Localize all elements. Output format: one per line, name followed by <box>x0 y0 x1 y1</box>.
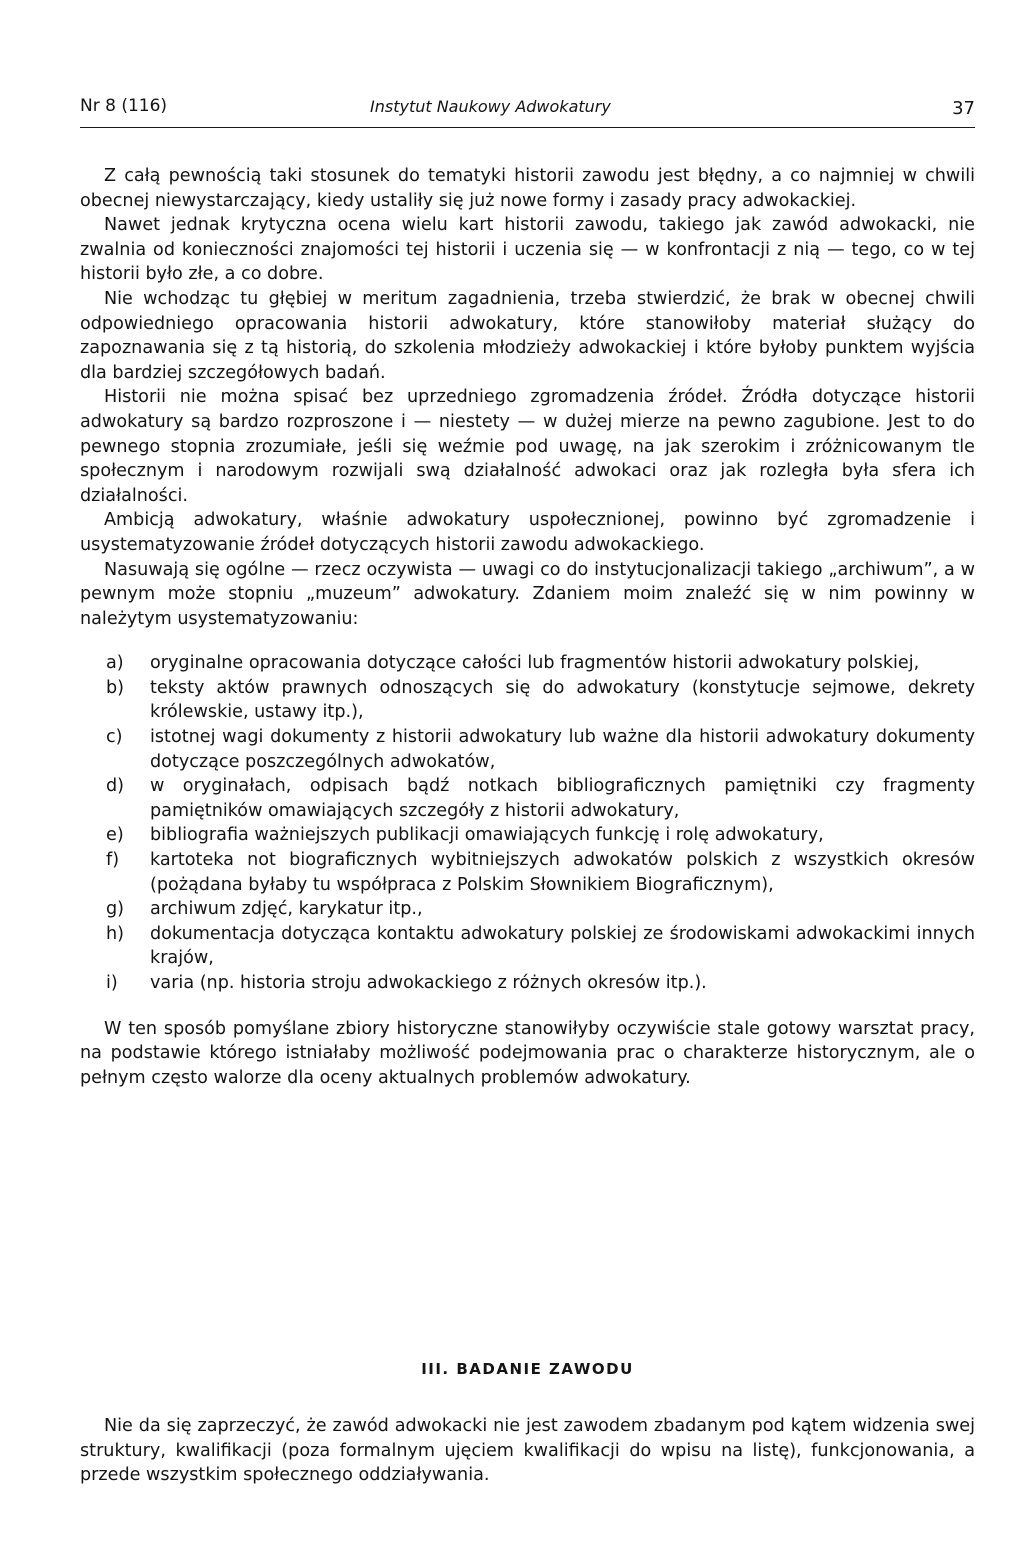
list-item <box>106 676 975 725</box>
list-marker: e) <box>106 825 124 846</box>
header-rule <box>80 127 975 128</box>
list-item <box>106 971 975 996</box>
section-text <box>80 1414 975 1488</box>
list-item-text: istotnej wagi dokumenty z historii adwokatury lub ważne dla historii adwokatury dokumenty dotyczące poszczególnych adwokatów, <box>150 727 975 772</box>
paragraph: Nie wchodząc tu głębiej w meritum zagadnienia, trzeba stwierdzić, że brak w obecnej chwili odpowiedniego opracowania historii adwokatury, które stanowiłoby materiał służący do zapoznawania się z tą historią, do szkolenia młodzieży adwokackiej i które byłoby punktem wyjścia dla bardziej szczegółowych badań. <box>80 288 975 383</box>
list-item <box>106 922 975 971</box>
list-item <box>106 823 975 848</box>
paragraph: Historii nie można spisać bez uprzedniego zgromadzenia źródeł. Źródła dotyczące historii adwokatury są bardzo rozproszone i — niestety — w dużej mierze na pewno zagubione. Jest to do pewnego stopnia zrozumiałe, jeśli się weźmie pod uwagę, na jak szerokim i zróżnicowanym tle społecznym i narodowym rozwijali swą działalność adwokaci oraz jak rozległa była sfera ich działalności. <box>80 387 975 506</box>
list-item-text: varia (np. historia stroju adwokackiego z różnych okresów itp.). <box>150 973 707 993</box>
list-marker: a) <box>106 653 124 674</box>
list-marker: d) <box>106 776 125 797</box>
closing-paragraph: W ten sposób pomyślane zbiory historyczne stanowiłyby oczywiście stale gotowy warsztat pracy, na podstawie którego istniałaby możliwość podejmowania prac o charakterze historycznym, ale o pełnym często walorze dla oceny aktualnych problemów adwokatury. <box>80 1018 975 1088</box>
list-marker: h) <box>106 923 125 944</box>
running-header <box>80 96 975 120</box>
list-item-text: teksty aktów prawnych odnoszących się do adwokatury (konstytucje sejmowe, dekrety królewskie, ustawy itp.), <box>150 677 975 723</box>
paragraph: Nasuwają się ogólne — rzecz oczywista — uwagi co do instytucjonalizacji takiego „archiwum”, a w pewnym może stopniu „muzeum” adwokatury. Zdaniem moim znaleźć się w nim powinny w należytym usystematyzowaniu: <box>80 559 975 629</box>
list-item <box>106 725 975 774</box>
running-title: Instytut Naukowy Adwokatury <box>370 97 611 116</box>
list-item <box>106 897 975 922</box>
paragraph: Nie da się zaprzeczyć, że zawód adwokacki nie jest zawodem zbadanym pod kątem widzenia swej struktury, kwalifikacji (poza formalnym ujęciem kwalifikacji do wpisu na listę), funkcjonowania, a przede wszystkim społecznego oddziaływania. <box>80 1416 975 1486</box>
list-marker: b) <box>106 677 125 698</box>
list-marker: i) <box>106 973 118 993</box>
section-heading: III. BADANIE ZAWODU <box>421 1360 634 1378</box>
list-item <box>106 651 975 676</box>
list-marker: f) <box>106 850 120 871</box>
list-marker: g) <box>106 899 125 920</box>
paragraph: Ambicją adwokatury, właśnie adwokatury uspołecznionej, powinno być zgromadzenie i usystematyzowanie źródeł dotyczących historii zawodu adwokackiego. <box>80 510 975 555</box>
list-item-text: oryginalne opracowania dotyczące całości lub fragmentów historii adwokatury polskiej, <box>150 653 920 674</box>
paragraph: Z całą pewnością taki stosunek do tematyki historii zawodu jest błędny, a co najmniej w chwili obecnej niewystarczający, kiedy ustaliły się już nowe formy i zasady pracy adwokackiej. <box>80 166 975 211</box>
list-item-text: kartoteka not biograficznych wybitniejszych adwokatów polskich z wszystkich okresów (pożądana byłaby tu współpraca z Polskim Słownikiem Biograficznym), <box>150 850 975 895</box>
list-item-text: bibliografia ważniejszych publikacji omawiających funkcję i rolę adwokatury, <box>150 825 824 846</box>
list-marker: c) <box>106 727 123 748</box>
list-item-text: archiwum zdjęć, karykatur itp., <box>150 899 423 920</box>
list-item-text: w oryginałach, odpisach bądź notkach bibliograficznych pamiętniki czy fragmenty pamiętników omawiających szczegóły z historii adwokatury, <box>150 776 975 821</box>
paragraph: Nawet jednak krytyczna ocena wielu kart historii zawodu, takiego jak zawód adwokacki, nie zwalnia od konieczności znajomości tej historii i uczenia się — w konfrontacji z nią — tego, co w tej historii było złe, a co dobre. <box>80 215 975 285</box>
list-item <box>106 848 975 897</box>
main-text <box>80 164 975 1090</box>
list-item-text: dokumentacja dotycząca kontaktu adwokatury polskiej ze środowiskami adwokackimi innych krajów, <box>150 923 975 969</box>
page-number: 37 <box>952 98 975 119</box>
list-item <box>106 774 975 823</box>
archive-contents-list <box>80 651 975 995</box>
issue-number: Nr 8 (116) <box>80 96 168 116</box>
